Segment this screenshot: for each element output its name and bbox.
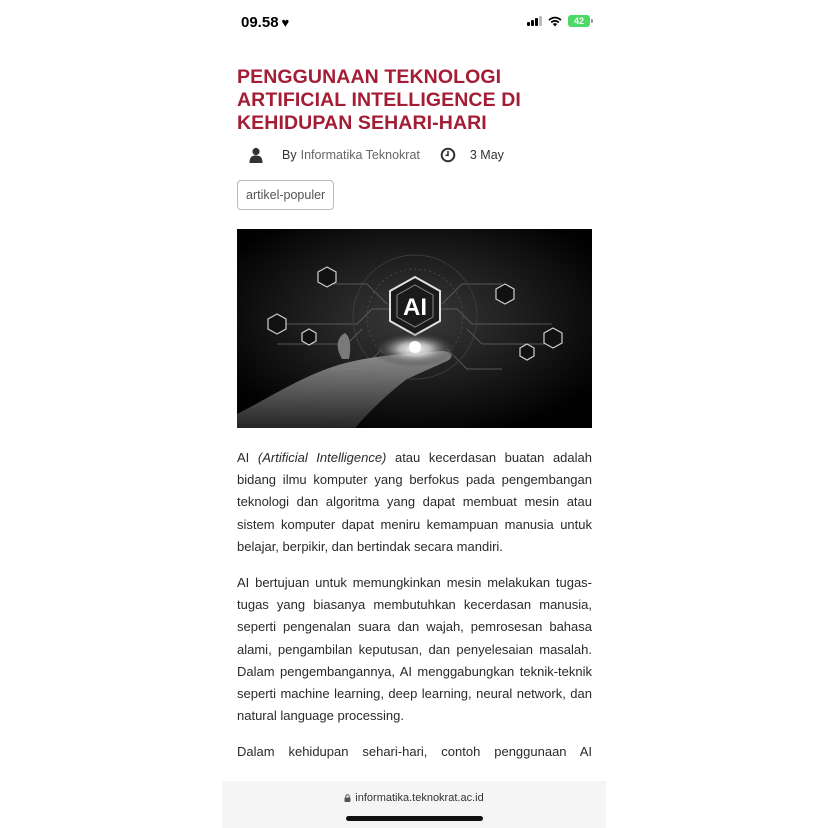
phone-screen bbox=[222, 0, 606, 828]
article-body bbox=[237, 447, 592, 764]
status-indicators bbox=[527, 15, 590, 27]
paragraph-2: AI bertujuan untuk memungkinkan mesin melakukan tugas-tugas yang biasanya membutuhkan kecerdasan manusia, seperti pengenalan suara dan wajah, pemrosesan bahasa alami, pengambilan keputusan, dan penyelesaian masalah. Dalam pengembangannya, AI menggabungkan teknik-teknik seperti machine learning, deep learning, neural network, dan natural language processing. bbox=[237, 575, 592, 724]
article-content bbox=[237, 66, 592, 778]
post-date: 3 May bbox=[469, 148, 504, 162]
hero-ai-label: AI bbox=[403, 294, 427, 321]
category-tag[interactable]: artikel-populer bbox=[237, 180, 334, 210]
user-icon bbox=[248, 147, 264, 163]
status-time-text: 09.58 bbox=[241, 14, 279, 31]
url-text: informatika.teknokrat.ac.id bbox=[355, 792, 484, 804]
author-prefix: By bbox=[282, 148, 297, 162]
cellular-signal-icon bbox=[527, 16, 542, 26]
author-link[interactable]: Informatika Teknokrat bbox=[300, 148, 420, 162]
browser-address-bar[interactable] bbox=[222, 781, 606, 828]
ai-hand-illustration bbox=[237, 229, 592, 428]
article-title: PENGGUNAAN TEKNOLOGI ARTIFICIAL INTELLIGENCE DI KEHIDUPAN SEHARI-HARI bbox=[237, 66, 521, 134]
wifi-icon bbox=[548, 16, 562, 27]
article-meta bbox=[237, 147, 592, 163]
paragraph-1 bbox=[237, 447, 592, 558]
status-time bbox=[241, 14, 289, 31]
paragraph-1-italic: (Artificial Intelligence) bbox=[257, 450, 387, 465]
battery-level: 42 bbox=[573, 16, 584, 26]
paragraph-3: Dalam kehidupan sehari-hari, contoh penggunaan AI bbox=[237, 744, 592, 760]
lock-icon bbox=[344, 794, 351, 802]
battery-icon bbox=[568, 15, 590, 27]
home-indicator[interactable] bbox=[346, 816, 483, 821]
heart-icon: ♥ bbox=[281, 15, 290, 30]
hero-image bbox=[237, 229, 592, 428]
paragraph-1-rest: atau kecerdasan buatan adalah bidang ilmu komputer yang berfokus pada pengembangan teknologi dan algoritma yang dapat membuat mesin atau sistem komputer dapat meniru kemampuan manusia untuk belajar, berpikir, dan bertindak secara mandiri. bbox=[237, 450, 592, 554]
paragraph-1-start: AI bbox=[237, 450, 250, 465]
clock-icon bbox=[440, 147, 456, 163]
url-display[interactable] bbox=[222, 792, 606, 804]
